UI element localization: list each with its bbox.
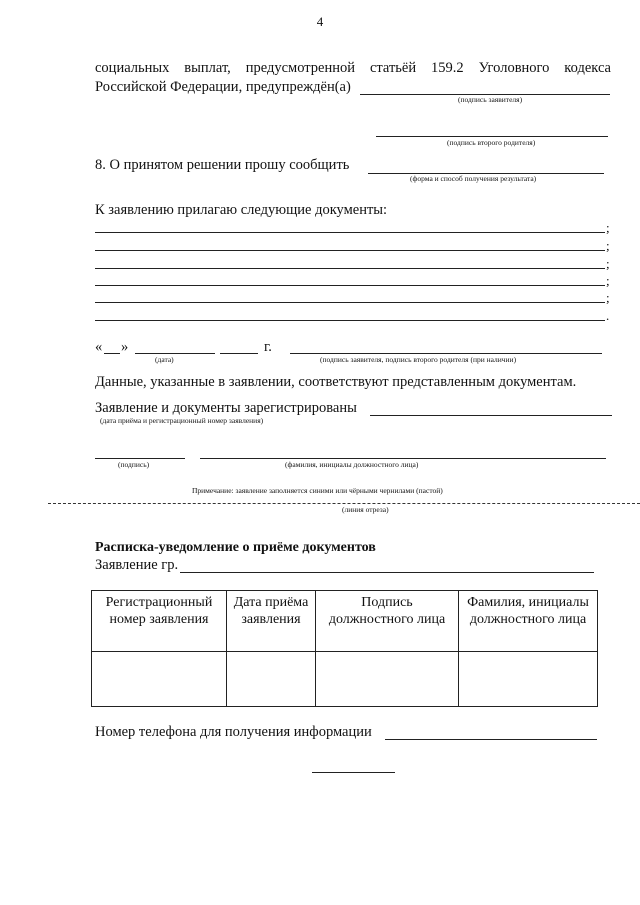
- cell-receipt-date[interactable]: [227, 652, 316, 707]
- cell-registration-number[interactable]: [92, 652, 227, 707]
- page-number: 4: [316, 14, 324, 29]
- cell-official-name[interactable]: [459, 652, 598, 707]
- attachment-line-4[interactable]: [95, 285, 605, 286]
- data-correspond-text: Данные, указанные в заявлении, соответствуют представленным документам.: [95, 374, 577, 390]
- attachment-line-3-end: ;: [606, 256, 610, 271]
- attachments-heading: К заявлению прилагаю следующие документы:: [95, 202, 388, 218]
- applicant-parent-signature-caption: (подпись заявителя, подпись второго родителя (при наличии): [320, 355, 517, 364]
- receipt-applicant-label: Заявление гр.: [95, 557, 179, 573]
- official-signature-caption: (подпись): [118, 460, 150, 469]
- attachment-line-6-end: .: [606, 308, 610, 323]
- warning-text-line1: социальных выплат, предусмотренной статьёй 159.2 Уголовного кодекса: [95, 60, 611, 76]
- applicant-parent-signature-line[interactable]: [290, 353, 602, 354]
- second-parent-signature-line[interactable]: [376, 136, 608, 137]
- col-registration-number: Регистрационный номер заявления: [92, 591, 227, 652]
- item-8-text: 8. О принятом решении прошу сообщить: [95, 157, 350, 173]
- official-name-caption: (фамилия, инициалы должностного лица): [285, 460, 419, 469]
- month-line[interactable]: [135, 353, 215, 354]
- year-suffix: г.: [264, 339, 272, 355]
- col-official-signature: Подпись должностного лица: [316, 591, 459, 652]
- cell-official-signature[interactable]: [316, 652, 459, 707]
- receipt-table: [91, 590, 598, 707]
- date-caption: (дата): [155, 355, 174, 364]
- day-line[interactable]: [104, 353, 120, 354]
- phone-label: Номер телефона для получения информации: [95, 724, 372, 740]
- ink-note: Примечание: заявление заполняется синими или чёрными чернилами (пастой): [192, 486, 443, 495]
- cut-line-caption: (линия отреза): [342, 505, 389, 514]
- attachment-line-1[interactable]: [95, 232, 605, 233]
- official-signature-line[interactable]: [95, 458, 185, 459]
- col-receipt-date: Дата приёма заявления: [227, 591, 316, 652]
- warning-text-line2: Российской Федерации, предупреждён(а): [95, 79, 351, 95]
- phone-line[interactable]: [385, 739, 597, 740]
- attachment-line-6[interactable]: [95, 320, 605, 321]
- end-separator: [312, 772, 395, 773]
- registered-text: Заявление и документы зарегистрированы: [95, 400, 357, 416]
- cut-line: [48, 503, 640, 504]
- result-method-caption: (форма и способ получения результата): [410, 174, 537, 183]
- attachment-line-2-end: ;: [606, 238, 610, 253]
- receipt-applicant-line[interactable]: [180, 572, 594, 573]
- registration-line[interactable]: [370, 415, 612, 416]
- attachment-line-3[interactable]: [95, 268, 605, 269]
- year-line[interactable]: [220, 353, 258, 354]
- date-close-quote: »: [121, 339, 129, 355]
- second-parent-signature-caption: (подпись второго родителя): [447, 138, 536, 147]
- receipt-data-row: [92, 652, 598, 707]
- attachment-line-1-end: ;: [606, 220, 610, 235]
- attachment-line-4-end: ;: [606, 273, 610, 288]
- receipt-header-row: [92, 591, 598, 652]
- date-open-quote: «: [95, 339, 103, 355]
- applicant-signature-caption: (подпись заявителя): [458, 95, 523, 104]
- attachment-line-2[interactable]: [95, 250, 605, 251]
- official-name-line[interactable]: [200, 458, 606, 459]
- attachment-line-5-end: ;: [606, 290, 610, 305]
- attachment-line-5[interactable]: [95, 302, 605, 303]
- registration-caption: (дата приёма и регистрационный номер заявления): [100, 416, 264, 425]
- receipt-title: Расписка-уведомление о приёме документов: [95, 540, 376, 555]
- col-official-name: Фамилия, инициалы должностного лица: [459, 591, 598, 652]
